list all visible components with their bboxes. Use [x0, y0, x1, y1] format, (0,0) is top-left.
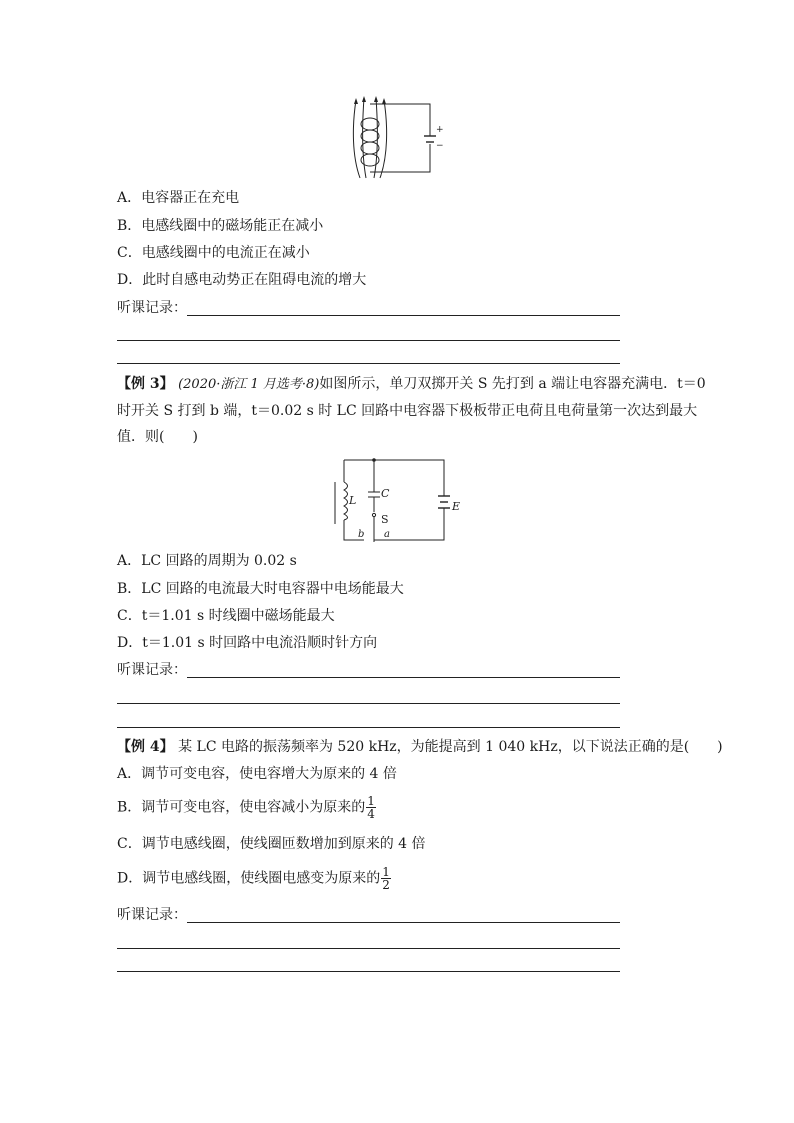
q2-option-b: B．电感线圈中的磁场能正在减小: [117, 218, 324, 234]
q4-stem: [117, 737, 723, 757]
q4-option-b: [117, 795, 376, 820]
q2-notes-line-2[interactable]: [117, 340, 620, 341]
q3-notes-row: [117, 660, 620, 680]
q3-notes-line-3[interactable]: [117, 727, 620, 728]
q4-option-b-fraction: [366, 795, 376, 820]
q4-option-d-fraction: [381, 866, 391, 891]
q4-tag: 【例 4】: [117, 739, 174, 755]
q3-stem-text-1: 如图所示，单刀双掷开关 S 先打到 a 端让电容器充满电．t＝0: [319, 376, 706, 392]
q4-notes-line-3[interactable]: [117, 971, 620, 972]
q3-option-a: A．LC 回路的周期为 0.02 s: [117, 553, 297, 569]
q4-option-d-text: D．调节电感线圈，使线圈电感变为原来的: [117, 870, 381, 887]
q2-option-d: D．此时自感电动势正在阻碍电流的增大: [117, 272, 367, 288]
q4-stem-text: 某 LC 电路的振荡频率为 520 kHz，为能提高到 1 040 kHz，以下说法正确的是( ): [178, 739, 723, 755]
fraction-denominator: 4: [367, 807, 375, 821]
q2-notes-row: [117, 298, 620, 318]
q4-notes-label: 听课记录：: [117, 907, 187, 923]
q2-option-a: A．电容器正在充电: [117, 190, 240, 206]
circuit-label-s: S: [381, 513, 389, 526]
q4-option-b-text: B．调节可变电容，使电容减小为原来的: [117, 799, 366, 816]
q4-notes-line[interactable]: [187, 922, 620, 923]
q3-notes-line-2[interactable]: [117, 703, 620, 704]
q4-notes-row: [117, 905, 620, 925]
q3-option-b: B．LC 回路的电流最大时电容器中电场能最大: [117, 581, 404, 597]
coil-capacitor-figure: [344, 96, 448, 180]
plus-sign: +: [436, 125, 444, 135]
q3-tag: 【例 3】: [117, 376, 174, 392]
lc-switch-circuit-figure: [330, 454, 466, 546]
q4-option-c: C．调节电感线圈，使线圈匝数增加到原来的 4 倍: [117, 836, 426, 852]
q4-notes-line-2[interactable]: [117, 948, 620, 949]
circuit-label-e: E: [452, 500, 461, 513]
minus-sign: −: [436, 141, 444, 151]
q2-notes-line-3[interactable]: [117, 363, 620, 364]
circuit-label-l: L: [349, 494, 357, 507]
q4-option-a: A．调节可变电容，使电容增大为原来的 4 倍: [117, 766, 397, 782]
circuit-label-a: a: [384, 529, 390, 540]
q2-option-c: C．电感线圈中的电流正在减小: [117, 245, 310, 261]
circuit-label-c: C: [381, 487, 390, 500]
q4-option-d: [117, 866, 391, 891]
fraction-denominator: 2: [382, 878, 390, 892]
q3-stem-line2: 时开关 S 打到 b 端，t＝0.02 s 时 LC 回路中电容器下极板带正电荷且电荷量第一次达到最大: [117, 403, 698, 419]
q3-stem-line3: 值．则( ): [117, 429, 198, 445]
q3-source: (2020·浙江 1 月选考·8): [178, 377, 320, 392]
q3-option-c: C．t＝1.01 s 时线圈中磁场能最大: [117, 608, 335, 624]
fraction-numerator: 1: [367, 794, 375, 808]
q2-notes-line[interactable]: [187, 315, 620, 316]
q3-option-d: D．t＝1.01 s 时回路中电流沿顺时针方向: [117, 635, 378, 651]
fraction-numerator: 1: [382, 865, 390, 879]
q2-notes-label: 听课记录：: [117, 300, 187, 316]
q3-stem-line1: [117, 374, 706, 395]
q3-notes-line[interactable]: [187, 677, 620, 678]
circuit-label-b: b: [358, 529, 365, 540]
q3-notes-label: 听课记录：: [117, 662, 187, 678]
